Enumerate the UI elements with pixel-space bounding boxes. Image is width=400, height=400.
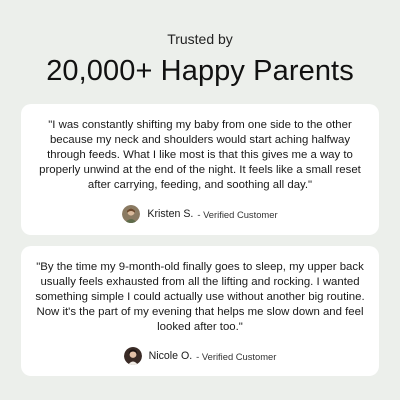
verified-customer-label: - Verified Customer [196,350,277,362]
page-title: 20,000+ Happy Parents [46,55,354,87]
testimonial-card [21,104,379,235]
author-name: Nicole O. [148,350,193,362]
trusted-by-label: Trusted by [167,31,233,47]
verified-customer-label: - Verified Customer [197,208,278,220]
testimonial-byline [33,205,367,223]
testimonial-byline [33,347,367,365]
testimonial-quote: "I was constantly shifting my baby from one side to the other because my neck and shoulders would start aching halfway through feeds. What I like most is that this gives me a way to properly unwind at the end of the night. It feels like a small reset after carrying, feeding, and soothing all day." [39,119,361,191]
avatar [122,205,140,223]
author-name: Kristen S. [147,208,194,220]
testimonial-quote: "By the time my 9-month-old finally goes to sleep, my upper back usually feels exhausted from all the lifting and rocking. I wanted something simple I could actually use without another big routine. Now it's the part of my evening that helps me slow down and feel looked after too." [35,261,365,333]
avatar [124,347,142,365]
testimonial-card [21,246,379,376]
page-header [0,30,400,88]
